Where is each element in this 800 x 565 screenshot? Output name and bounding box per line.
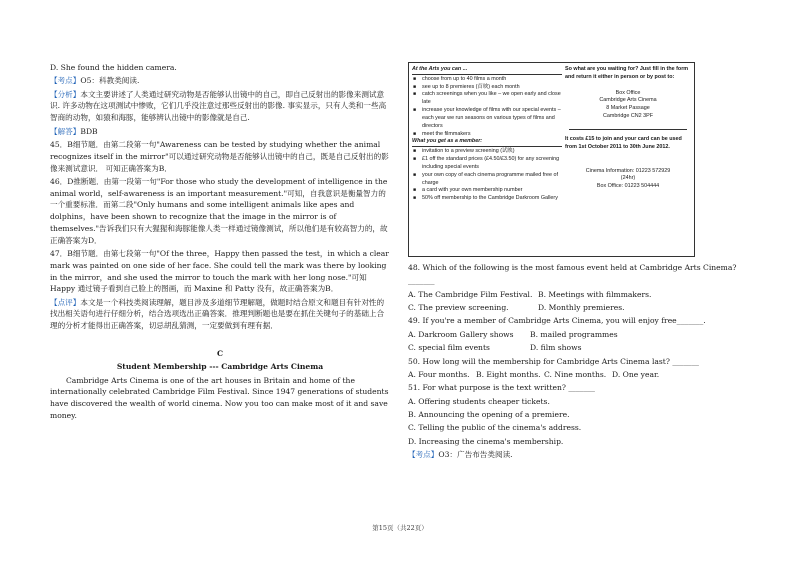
option-a: A. Offering students cheaper tickets. [408,396,550,406]
list-item: ■ catch screenings when you like – we open early and close late [412,91,562,107]
question-48-options-row2 [408,302,748,314]
jieda-line [50,126,390,138]
section-title: Student Membership --- Cambridge Arts Cinema [116,362,324,372]
kaodian-line [50,75,390,87]
kaodian-text: O3：广告布告类阅读. [438,450,513,460]
option-c: C. The preview screening. [408,303,509,313]
ad-call-to-action: So what are you waiting for? Just fill in the form and return it either in person or by post to: [565,66,689,80]
cinema-advertisement [408,62,695,257]
list-item: ■ see up to 8 premieres (首映) each month [412,84,562,92]
list-item: ■ £1 off the standard prices (£4.50/£3.50) for any screening including special events [412,156,562,172]
list-item: ■ a card with your own membership number [412,187,562,195]
list-item: ■ choose from up to 40 films a month [412,76,562,84]
ad-cost-text: It costs £15 to join and your card can be used from 1st October 2011 to 30th June 2012. [565,135,682,150]
option-d: D. Monthly premieres. [538,303,625,313]
list-item: ■ increase your knowledge of films with our special events – each year we run seasons on various types of films and directors [412,107,562,130]
ad-address-line: Box Office [615,89,641,96]
passage-intro: Cambridge Arts Cinema is one of the art houses in Britain and home of the internationally celebrated Cambridge Film Festival. Since 1947 generations of students have discovered the wealth of world cinema. Now you too can make most of it and save money. [50,375,389,421]
question-50: 50. How long will the membership for Cambridge Arts Cinema last? _______ [408,356,699,366]
ad-member-list [412,148,562,203]
ad-info-line: (24hr) [620,175,636,182]
page-number: 第15页（共22页） [372,524,428,532]
option-a: A. The Cambridge Film Festival. [408,289,533,299]
option-c: C. Nine months. [544,369,607,379]
kaodian-tag: 【考点】 [50,76,81,86]
left-column [50,62,390,423]
option-c: C. Telling the public of the cinema's address. [408,423,582,433]
kaodian-tag: 【考点】 [408,450,439,460]
option-a: A. Four months. [408,369,470,379]
option-b: B. Eight months. [476,369,541,379]
ad-address-line: Cambridge Arts Cinema [599,97,657,104]
fenxi-text: 本文主要讲述了人类通过研究动物是否能够认出镜中的自己，即自己反射出的影像来测试意识. 许多动物在这项测试中惨败，它们几乎没注意过那些反射出的影像. 事实显示，只有人类和一些高智商的动物，如猿和海豚，能够辨认出镜中的影像就是自己. [50,89,387,123]
answer-45: 45．B细节题．由第二段第一句"Awareness can be tested by studying whether the animal recognizes itself in the mirror"可以通过研究动物是否能够认出镜中的自己，既是自己反射出的影像来测试意识． 可知正确答案为B． [50,139,389,173]
dianping-paragraph [50,297,390,332]
list-item: ■ 50% off membership to the Cambridge Darkroom Gallery [412,195,562,203]
question-49: 49. If you're a member of Cambridge Arts Cinema, you will enjoy free_______. [408,316,706,326]
ad-heading-member: What you get as a member: [412,138,562,147]
dianping-text: 本文是一个科技类阅读理解，题目涉及多道细节理解题，做题时结合原文和题目有针对性的找出相关语句进行仔细分析，结合选项选出正确答案．推理判断题也是要在抓住关键句子的基础上合理的分析才能得出正确答案，切忌胡乱猜测，一定要做到有理有据． [50,297,385,331]
kaodian-line [408,449,748,461]
option-c: C. special film events [408,343,490,353]
question-48: 48. Which of the following is the most famous event held at Cambridge Arts Cinema? [408,263,737,272]
jieda-tag: 【解答】 [50,126,81,136]
ad-info-line: Box Office: 01223 504444 [596,183,660,190]
list-item: ■ your own copy of each cinema programme mailed free of charge [412,172,562,188]
question-49-options-row2 [408,342,748,354]
ad-left-column [412,66,562,203]
option-b: B. Announcing the opening of a premiere. [408,409,570,419]
option-d: D. One year. [612,369,660,379]
question-48-blank: _______ [408,276,435,286]
fenxi-tag: 【分析】 [50,89,81,99]
ad-right-column [565,66,691,191]
answer-47: 47．B细节题．由第七段第一句"Of the three，Happy then passed the test，in which a clear mark was painted on one side of her face. She could tell the mark was there by looking in the mirror，and she used the mirror to touch the mark with her long nose."可知 Happy 通过镜子看到自己脸上的图画，而 Maxine 和 Patty 没有，故正确答案为B． [50,249,389,294]
right-column [408,262,748,462]
question-51: 51. For what purpose is the text written? _______ [408,383,595,393]
option-b: B. Meetings with filmmakers. [538,289,652,299]
list-item: ■ invitation to a preview screening (试映) [412,148,562,156]
ad-benefits-list [412,76,562,139]
ad-address-line: 8 Market Passage [606,105,650,112]
option-b: B. mailed programmes [530,329,618,339]
question-49-options-row1 [408,329,748,341]
answer-46: 46．D推断题．由第一段第一句"For those who study the development of intelligence in the animal world，self-awareness is an important measurement."可知，自我意识是衡量智力的一个重要标准．而第二段"Only humans and some intelligent animals like apes and dolphins，have been shown to recognize that the image in the mirror is of themselves."告诉我们只有大猩猩和海豚能像人类一样通过镜像测试，所以他们是有较高智力的，故正确答案为D． [50,176,388,245]
list-item: ■ meet the filmmakers [412,131,562,139]
dianping-tag: 【点评】 [50,297,81,307]
fenxi-paragraph [50,89,390,124]
option-a: A. Darkroom Gallery shows [408,329,514,339]
section-letter: C [216,349,224,358]
ad-heading-arts: At the Arts you can ... [412,66,562,75]
jieda-text: BDB [80,126,98,136]
ad-info-line: Cinema Information: 01223 572929 [585,167,671,174]
option-d: D. Increasing the cinema's membership. [408,436,564,446]
ad-divider [569,129,687,130]
question-50-options [408,369,748,381]
option-d-line: D. She found the hidden camera. [50,63,177,72]
option-d: D. film shows [530,343,582,353]
kaodian-text: O5：科教类阅读. [80,76,140,86]
ad-address-line: Cambridge CN2 3PF [602,113,654,120]
question-48-options-row1 [408,289,748,301]
